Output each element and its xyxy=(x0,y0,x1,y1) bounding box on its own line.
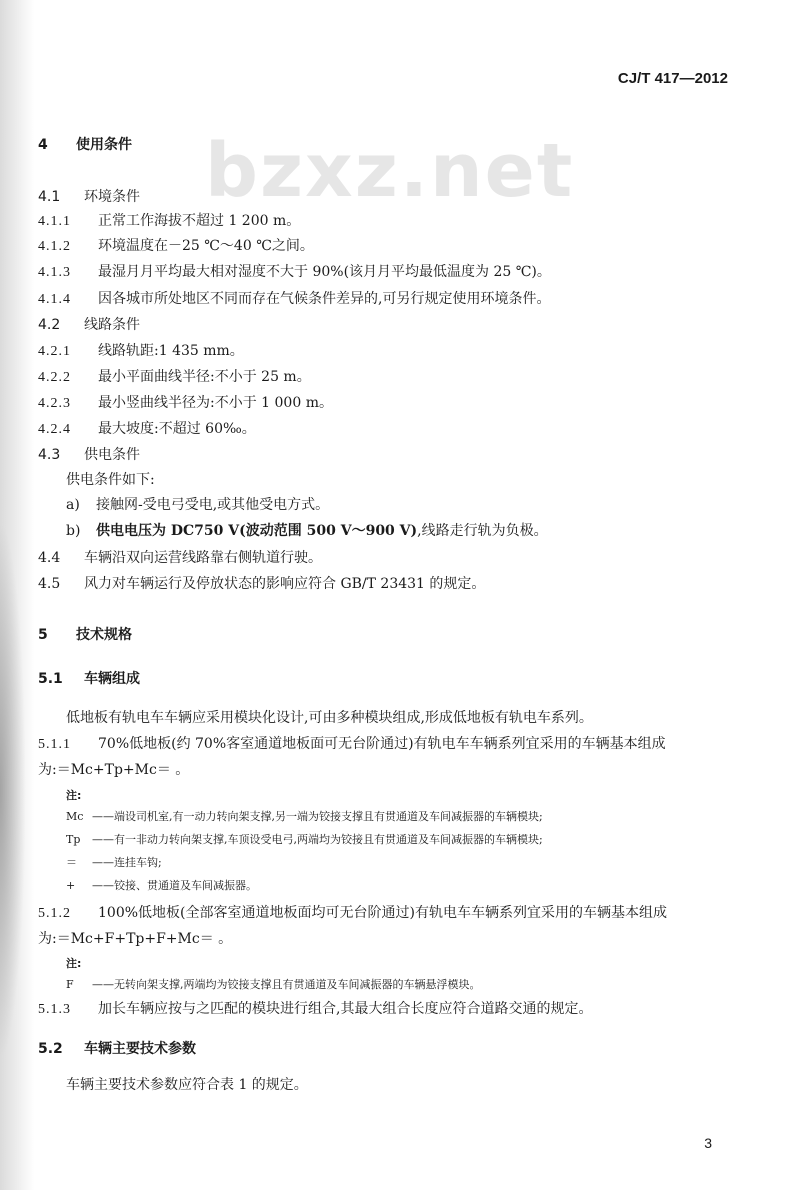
section-5-1-heading: 5.1 车辆组成 xyxy=(38,671,140,687)
standard-code: CJ/T 417—2012 xyxy=(617,70,728,87)
item-5-1-1-cont: 为:＝Mc+Tp+Mc＝ 。 xyxy=(38,762,190,778)
section-4-1-heading: 4.1 环境条件 xyxy=(38,189,140,205)
note-2-item-f: F ——无转向架支撑,两端均为铰接支撑且有贯通道及车间减振器的车辆悬浮模块。 xyxy=(66,978,481,991)
item-4-2-3: 4.2.3 最小竖曲线半径为:不小于 1 000 m。 xyxy=(38,395,333,411)
section-4-3-heading: 4.3 供电条件 xyxy=(38,447,140,463)
section-5-1-intro: 低地板有轨电车车辆应采用模块化设计,可由多种模块组成,形成低地板有轨电车系列。 xyxy=(66,710,593,726)
section-5-2-text: 车辆主要技术参数应符合表 1 的规定。 xyxy=(66,1077,308,1093)
item-4-1-3: 4.1.3 最湿月月平均最大相对湿度不大于 90%(该月月平均最低温度为 25 ℃)。 xyxy=(38,264,551,280)
section-4-heading: 4 使用条件 xyxy=(38,137,132,153)
item-5-1-1: 5.1.1 70%低地板(约 70%客室通道地板面可无台阶通过)有轨电车车辆系列宜采用的车辆基本组成 xyxy=(38,736,666,752)
item-4-2-1: 4.2.1 线路轨距:1 435 mm。 xyxy=(38,343,244,359)
note-1-item-tp: Tp ——有一非动力转向架支撑,车顶设受电弓,两端均为铰接且有贯通道及车间减振器的车辆模块; xyxy=(66,833,543,846)
section-4-3-intro: 供电条件如下: xyxy=(66,472,155,488)
item-4-2-4: 4.2.4 最大坡度:不超过 60‰。 xyxy=(38,421,256,437)
note-1-title: 注: xyxy=(66,789,82,802)
note-2-title: 注: xyxy=(66,957,82,970)
section-5-2-heading: 5.2 车辆主要技术参数 xyxy=(38,1041,196,1057)
list-item-b: b) 供电电压为 DC750 V(波动范围 500 V～900 V),线路走行轨为负极。 xyxy=(66,523,548,539)
scan-shadow xyxy=(0,0,34,1190)
item-5-1-2: 5.1.2 100%低地板(全部客室通道地板面均可无台阶通过)有轨电车车辆系列宜采用的车辆基本组成 xyxy=(38,905,667,921)
page-number: 3 xyxy=(704,1135,712,1151)
note-1-item-joint: + ——铰接、贯通道及车间减振器。 xyxy=(66,879,257,892)
item-4-5: 4.5 风力对车辆运行及停放状态的影响应符合 GB/T 23431 的规定。 xyxy=(38,576,486,592)
item-4-1-2: 4.1.2 环境温度在－25 ℃～40 ℃之间。 xyxy=(38,238,314,254)
note-1-item-coupler: ＝ ——连挂车钩; xyxy=(66,856,162,869)
item-4-4: 4.4 车辆沿双向运营线路靠右侧轨道行驶。 xyxy=(38,550,322,566)
watermark: bzxz.net xyxy=(205,128,575,214)
item-5-1-3: 5.1.3 加长车辆应按与之匹配的模块进行组合,其最大组合长度应符合道路交通的规定。 xyxy=(38,1001,593,1017)
section-4-2-heading: 4.2 线路条件 xyxy=(38,317,140,333)
item-5-1-2-cont: 为:＝Mc+F+Tp+F+Mc＝ 。 xyxy=(38,931,233,947)
list-item-a: a) 接触网-受电弓受电,或其他受电方式。 xyxy=(66,497,330,513)
item-4-2-2: 4.2.2 最小平面曲线半径:不小于 25 m。 xyxy=(38,369,311,385)
item-4-1-1: 4.1.1 正常工作海拔不超过 1 200 m。 xyxy=(38,213,301,229)
note-1-item-mc: Mc ——端设司机室,有一动力转向架支撑,另一端为铰接支撑且有贯通道及车间减振器的车辆模块; xyxy=(66,810,543,823)
section-5-heading: 5 技术规格 xyxy=(38,627,132,643)
item-4-1-4: 4.1.4 因各城市所处地区不同而存在气候条件差异的,可另行规定使用环境条件。 xyxy=(38,291,551,307)
